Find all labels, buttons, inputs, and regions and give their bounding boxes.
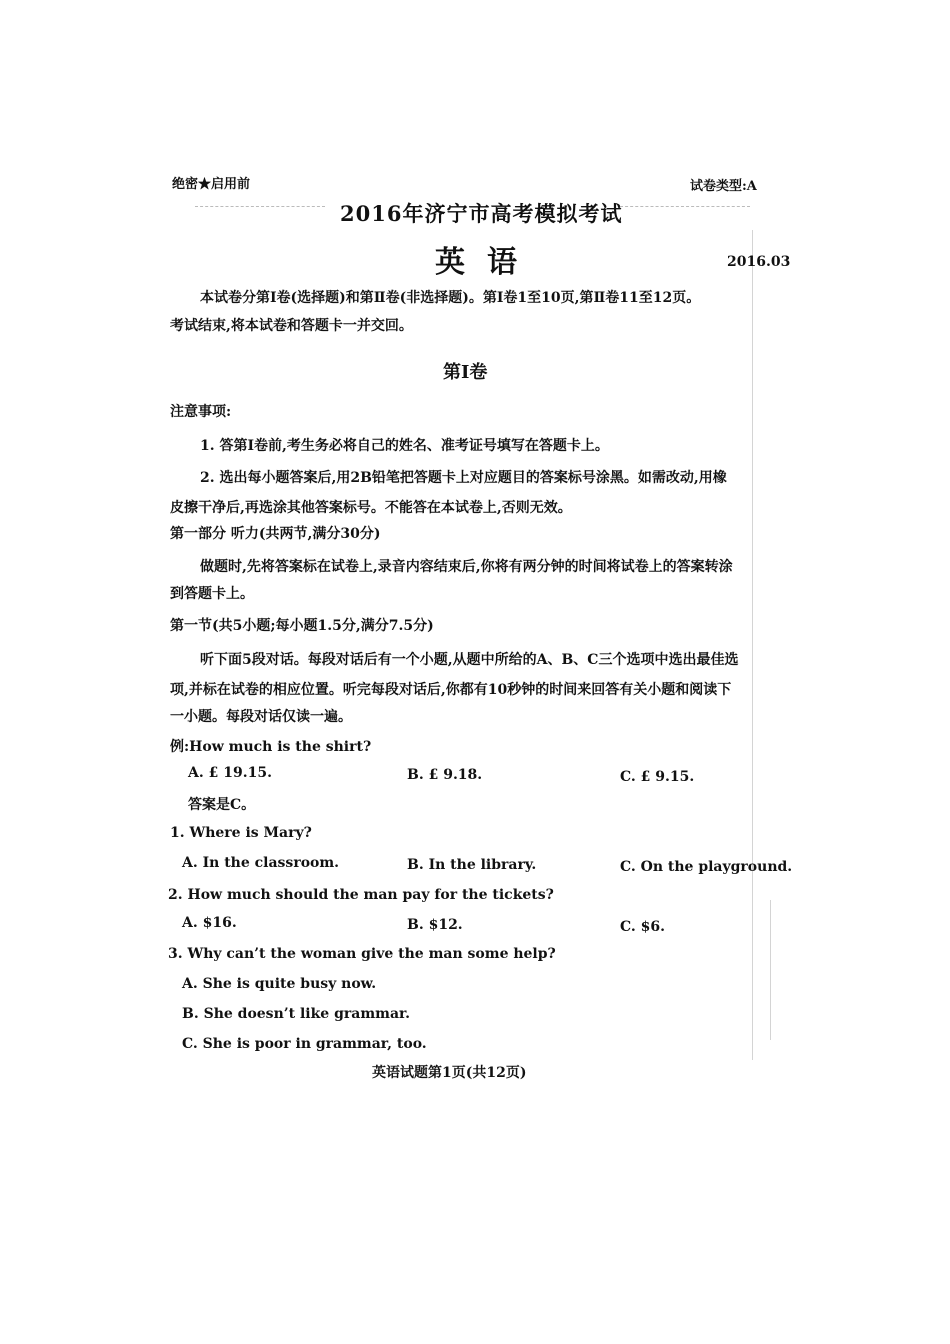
- intro-line-1: 本试卷分第Ⅰ卷(选择题)和第Ⅱ卷(非选择题)。第Ⅰ卷1至10页,第Ⅱ卷11至12页。: [200, 290, 701, 306]
- example-option-c: C. £ 9.15.: [620, 769, 695, 785]
- paper-type-label: 试卷类型:A: [690, 179, 757, 194]
- section1-heading: 第一节(共5小题;每小题1.5分,满分7.5分): [170, 618, 434, 634]
- example-question: 例:How much is the shirt?: [170, 739, 372, 755]
- part1-instruction-line-1: 做题时,先将答案标在试卷上,录音内容结束后,你将有两分钟的时间将试卷上的答案转涂: [200, 559, 733, 575]
- bleed-through-margin-line: [752, 230, 753, 1060]
- example-option-a: A. £ 19.15.: [188, 765, 272, 781]
- question-1-option-b: B. In the library.: [407, 857, 537, 873]
- decorative-dash-line: [620, 206, 750, 207]
- question-3: 3. Why can’t the woman give the man some help?: [168, 946, 556, 962]
- note-item-2-line-2: 皮擦干净后,再选涂其他答案标号。不能答在本试卷上,否则无效。: [170, 500, 572, 516]
- question-1: 1. Where is Mary?: [170, 825, 312, 841]
- question-3-option-a: A. She is quite busy now.: [182, 976, 377, 992]
- confidential-label: 绝密★启用前: [172, 177, 251, 192]
- page-footer: 英语试题第1页(共12页): [372, 1065, 527, 1081]
- question-3-option-c: C. She is poor in grammar, too.: [182, 1036, 427, 1052]
- intro-line-2: 考试结束,将本试卷和答题卡一并交回。: [170, 318, 413, 334]
- example-answer: 答案是C。: [188, 797, 256, 813]
- section-title: 第Ⅰ卷: [443, 362, 488, 383]
- question-2: 2. How much should the man pay for the tickets?: [168, 887, 554, 903]
- section1-instruction-line-2: 项,并标在试卷的相应位置。听完每段对话后,你都有10秒钟的时间来回答有关小题和阅读下: [170, 682, 732, 698]
- question-2-option-c: C. $6.: [620, 919, 666, 935]
- subject-title: 英语: [435, 245, 539, 280]
- exam-title: 2016年济宁市高考模拟考试: [340, 201, 623, 226]
- notes-heading: 注意事项:: [170, 404, 232, 420]
- note-item-1: 1. 答第Ⅰ卷前,考生务必将自己的姓名、准考证号填写在答题卡上。: [200, 438, 609, 454]
- example-option-b: B. £ 9.18.: [407, 767, 483, 783]
- exam-date: 2016.03: [727, 254, 791, 270]
- part1-instruction-line-2: 到答题卡上。: [170, 586, 254, 602]
- part1-heading: 第一部分 听力(共两节,满分30分): [170, 526, 381, 542]
- question-2-option-a: A. $16.: [182, 915, 237, 931]
- question-3-option-b: B. She doesn’t like grammar.: [182, 1006, 410, 1022]
- section1-instruction-line-1: 听下面5段对话。每段对话后有一个小题,从题中所给的A、B、C三个选项中选出最佳选: [200, 652, 739, 668]
- note-item-2-line-1: 2. 选出每小题答案后,用2B铅笔把答题卡上对应题目的答案标号涂黑。如需改动,用橡: [200, 470, 727, 486]
- section1-instruction-line-3: 一小题。每段对话仅读一遍。: [170, 709, 352, 725]
- bleed-through-margin-line: [770, 900, 771, 1040]
- question-1-option-c: C. On the playground.: [620, 859, 793, 875]
- question-2-option-b: B. $12.: [407, 917, 463, 933]
- decorative-dash-line: [195, 206, 325, 207]
- question-1-option-a: A. In the classroom.: [182, 855, 340, 871]
